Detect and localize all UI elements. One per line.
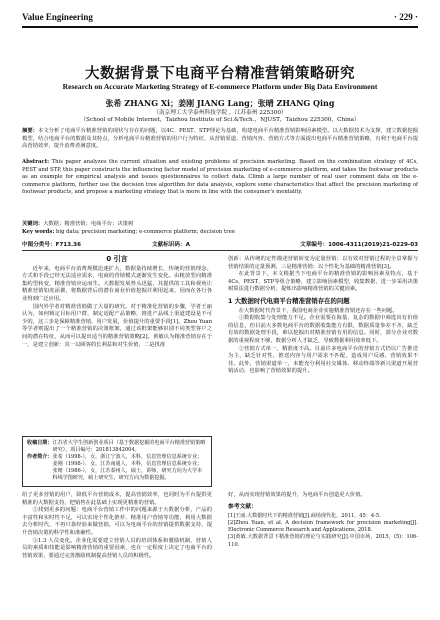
references-heading: 参考文献： [228, 503, 257, 510]
article-meta [22, 240, 418, 249]
document-code: 文献标识码：A [152, 242, 190, 248]
paragraph: 近年来，电商平台消费规模迅速扩大，数据量持续增长，传统的营销理念、方式和手段已经无法适应需求，电商的营销模式逐渐发生变化。由粗放型向精准集约型转变，精准营销应运而生。大数据发展势头迅猛，其提供的工具和视角让精准营销如虎添翼，将数据背后的潜在商业价值挖掘并利用起来，因而在各行各业得到广泛应用。 [22, 265, 212, 302]
article-title-en: Research on Accurate Marketing Strategy of E-commerce Platform under Big Data Environment [62, 82, 378, 91]
affiliation-cn: （南京理工大学泰州科技学院 ，江苏泰州 225300） [153, 110, 287, 116]
article-number: 文章编号：1006-4311(2019)21-0229-03 [300, 242, 418, 248]
reference-item: [1]王丽.大数据时代下的精准营销[J].商场现代化，2011，45：4-5. [228, 513, 381, 520]
affiliation [22, 110, 418, 125]
section-heading: 1 大数据时代电商平台精准营销存在的问题 [228, 296, 350, 305]
abstract-cn-label: 摘要： [22, 128, 39, 134]
clc-number: 中图分类号：F713.36 [22, 242, 81, 248]
footnote-text: 张希（1998-），女，浙江宁波人，本科，信息管理信息系统专业；姜刚（1998-），女，江苏南通人，本科，信息管理信息系统专业；张晴（1986-），女，江苏泰州人，硕士，讲师，研究方向为大学本科线学图研究，硕士研究生，研究方向为数据挖掘。 [52, 454, 203, 482]
keywords-cn [22, 221, 418, 229]
footnote-label: 收稿日期： [27, 440, 53, 446]
paragraph: 在大数据时代背景下，我国电商企业实施精准营销还存在一些问题。 [238, 307, 398, 314]
left-column-bottom [22, 492, 212, 560]
abstract-en [22, 159, 418, 197]
footnote-box [22, 436, 212, 487]
keywords-cn-text: 大数据；精准营销；电商平台；决策树 [43, 221, 134, 227]
right-column-bottom [228, 492, 418, 549]
paragraph: 给了更多营销的用户，降低平台营销成本，提高营销效率，也同时为平台提供更精准的大数据支持，把销售在此基础上实现更精准的营销。 [22, 492, 212, 506]
keywords-en [22, 229, 418, 237]
keywords-cn-label: 关键词： [22, 221, 44, 227]
footnote-bio [27, 454, 207, 482]
abstract-en-text: This paper analyzes the current situation and existing problems of precision marketing. Based on the combination strategy of 4Cs, PEST and STP, this paper constructs the influencing factor model of precision marketing of e-commerce platform, and takes the footwear products as an example for empirical analysis and issues questionnaires to collect data. Climb a large number of real user comment data on the e-commerce platform, further use the decision tree algorithm for data analysis, explore some characteristics that affect the precision marketing of footwear products, and propose a marketing strategy that is more in line with the consumer's mentality. [22, 159, 418, 196]
journal-name: Value Engineering [22, 12, 93, 22]
abstract-cn-text: 本文分析了电商平台精准营销的现状与存在的问题，以4C、PEST、STP理论为基础，构建电商平台精准营销影响因素模型。以大数据技术为支撑，建立数据挖掘模型，结合电商平台的数据及其特点，分析电商平台精准营销的用户行为特征，从营销渠道、营销内容、营销方式等方面提出电商平台精准营销策略，有利于电商平台提高营销效率，提升消费者满意度。 [22, 128, 418, 150]
authors: 张希 ZHANG Xi；姜刚 JIANG Lang；张晴 ZHANG Qing [105, 98, 335, 108]
reference-item: [3]黄敏.大数据背景下精准营销的理论与实践研究[J].中国市场，2015，(5)：106-110. [228, 534, 418, 548]
paragraph: ①数据收集与处理能力不足。企业需要在海量、复杂的数据中筛选出有价值的信息，但目前大多数电商平台的数据收集能力有限，数据质量参差不齐，缺乏有效的数据处理手段，难以挖掘出对精准营销有用的信息。同时，部分企业对数据的重视程度不够，数据分析人才缺乏，导致数据利用效率低下。 [228, 315, 418, 344]
footnote-received [27, 440, 207, 454]
paragraph: 好，从而实现营销效果的提升，为电商平台创造更大价值。 [228, 492, 366, 498]
divider [22, 250, 418, 251]
paragraph: ③1.3 人员变化。企业化需要建立营销人员的培训体系和激励机制，营销人员的素质和技能是影响精准营销的重要因素，也在一定程度上决定了电商平台的营销效果，要通过完善激励机制提高营销人员的积极性。 [22, 537, 212, 559]
paragraph: ②营销方式单一，精准度不高。目前许多电商平台的营销方式仍以广告推送为主，缺乏针对性，推送内容与用户需求不匹配，造成用户反感，营销效果不佳。此外，营销渠道单一，未能充分利用社交媒体、移动终端等新兴渠道开展营销活动，也影响了营销效果的提升。 [228, 345, 418, 375]
reference-item: [2]Zhou Yuan, et al. A decision framework for precision marketing[J]. Electronic Commerce Research and Applications, 2018. [228, 520, 418, 534]
affiliation-en: （School of Mobile Internet，Taizhou Institute of Sci.&Tech.，NJUST，Taizhou 225300，China） [80, 117, 360, 124]
paragraph: ②找到更多的问题：电商平台营销工作中的问题来源于大数据分析、产品的丰富性和实时性不足，可以实现个性化推荐、精准用户营销等功能，利用大数据去分析时代，不再只靠经验来做营销，可以为电商平台的营销提供数据支持，提升营销决策的科学性和准确性。 [22, 507, 212, 536]
footnote-label: 作者简介： [27, 454, 53, 461]
section-heading: 0 引言 [106, 255, 128, 263]
keywords-en-label: Key words: [22, 229, 55, 235]
paragraph: 创新：从传统的定性描述营销转变为定量营销；以有效对营销过程的全景掌握与营销结果的定量预测，三是精准营销：以个性化为基础的精准营销[3]。 [228, 256, 418, 270]
paragraph: 国内外学者对精准营销做了大量的研究。对于精准化营销的步骤，学者王丽认为，如何锁定目标用户群，制定适配产品策略，推进产品线上渠道建设是不可少的，这三步是保障精准营销，用户发展，价值提升的重要手段[1]。Zhou Yuan等学者则提出了一个精准营销的决策框架，通过该框架能够识别不同类型客户之间的潜在特征，从而可以提出适当的精准营销策略[2]。黄敏认为精准营销存在于一，是建立创新：其一以顾客的长利益和对生价值，二是找准 [22, 303, 212, 348]
abstract-en-label: Abstract: [22, 159, 50, 165]
article-title: 大数据背景下电商平台精准营销策略研究 [85, 66, 355, 82]
footnote-text: 江苏省大学生创新创业项目（基于数据挖掘的电商平台精准营销策略研究），项目编号：201813842004。 [52, 440, 206, 454]
keywords-en-text: big data; precision marketing; e-commerce platform; decision tree [56, 229, 235, 235]
paragraph: 在此背景下，本文根据当下电商平台的精准营销的影响因素及特点，基于4Cs、PEST、STP等组合策略，建立影响因素模型，收集数据，进一步采用决策树算法进行数据分析，提炼出影响精准营销的关键因素。 [228, 271, 418, 293]
left-column [22, 256, 212, 349]
abstract-cn [22, 128, 418, 151]
right-column [228, 256, 418, 376]
page-number: · 229 · [393, 12, 418, 22]
running-header [22, 10, 418, 28]
